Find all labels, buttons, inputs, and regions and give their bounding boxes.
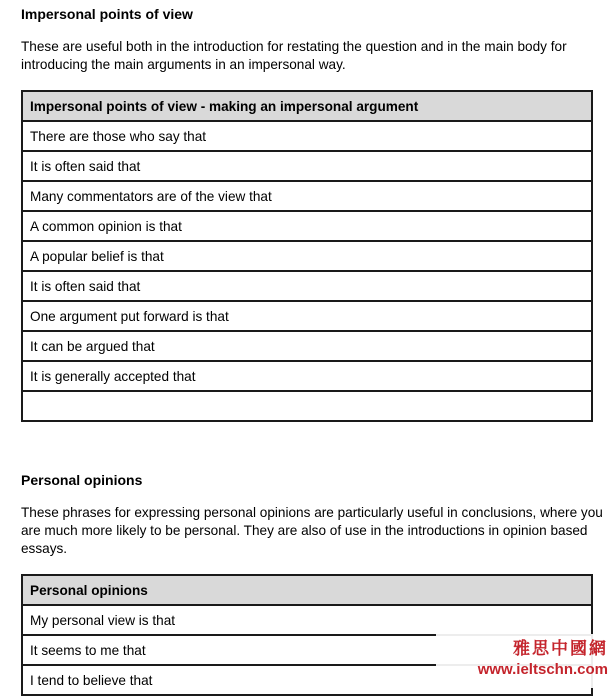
watermark-chinese-text: 雅思中國網: [513, 639, 608, 659]
table-cell: It is often said that: [22, 271, 592, 301]
section-title-personal: Personal opinions: [21, 472, 143, 488]
table-cell: A popular belief is that: [22, 241, 592, 271]
table-row-empty: [22, 391, 592, 421]
section-title-impersonal: Impersonal points of view: [21, 6, 193, 22]
table-row: [22, 301, 592, 331]
impersonal-phrases-table: [21, 90, 593, 422]
table-row: [22, 331, 592, 361]
table-row: [22, 211, 592, 241]
table-cell: I tend to believe that: [22, 665, 592, 695]
table-header-cell: Impersonal points of view - making an impersonal argument: [22, 91, 592, 121]
table-row: [22, 241, 592, 271]
table-cell: It can be argued that: [22, 331, 592, 361]
table-row: [22, 181, 592, 211]
table-cell: It is often said that: [22, 151, 592, 181]
table-cell: It is generally accepted that: [22, 361, 592, 391]
intro-paragraph-impersonal: These are useful both in the introduction for restating the question and in the main body for introducing the main arguments in an impersonal way.: [21, 39, 567, 72]
table-cell: Many commentators are of the view that: [22, 181, 592, 211]
table-row: [22, 271, 592, 301]
table-row: [22, 121, 592, 151]
site-watermark-logo: [436, 634, 614, 688]
table-cell: It seems to me that: [22, 635, 592, 665]
table-row: [22, 605, 592, 635]
intro-paragraph-personal: These phrases for expressing personal opinions are particularly useful in conclusions, where you are much more likely to be personal. They are also of use in the introductions in opinion based essays.: [21, 505, 603, 556]
table-header-row: [22, 575, 592, 605]
table-header-row: [22, 91, 592, 121]
table-cell: One argument put forward is that: [22, 301, 592, 331]
table-row: [22, 151, 592, 181]
table-cell-empty: [22, 391, 592, 421]
table-cell: My personal view is that: [22, 605, 592, 635]
table-cell: A common opinion is that: [22, 211, 592, 241]
watermark-url-text: www.ieltschn.com: [477, 661, 608, 678]
table-row: [22, 361, 592, 391]
table-header-cell: Personal opinions: [22, 575, 592, 605]
table-cell: There are those who say that: [22, 121, 592, 151]
